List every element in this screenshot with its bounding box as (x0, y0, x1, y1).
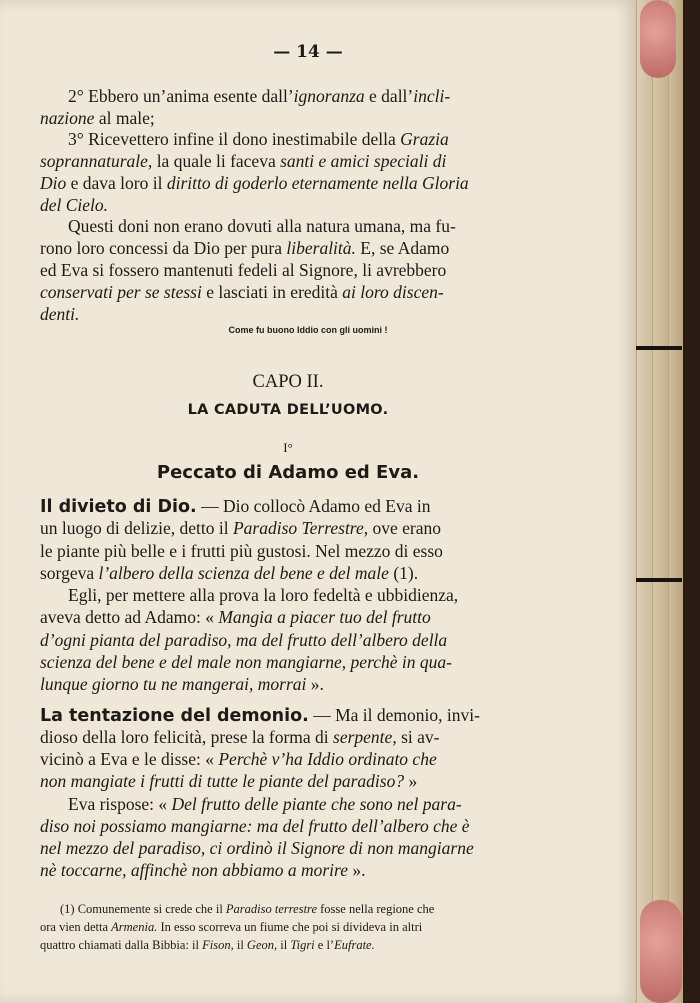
text-line: sorgeva l’albero della scienza del bene e del male (1). (40, 563, 419, 583)
text-line: d’ogni pianta del paradiso, ma del frutto dell’albero della (40, 630, 448, 650)
motto: Come fu buono Iddio con gli uomini ! (228, 325, 388, 335)
text-line: le piante più belle e i frutti più gustosi. Nel mezzo di esso (40, 541, 443, 561)
text-line: nel mezzo del paradiso, ci ordinò il Signore di non mangiarne (40, 838, 474, 858)
text-line: del Cielo. (40, 195, 109, 215)
text-line: scienza del bene e del male non mangiarne, perchè in qua- (40, 652, 452, 672)
page-edges (636, 0, 653, 1003)
section-number: I° (283, 440, 293, 455)
chapter-title: LA CADUTA DELL’UOMO. (187, 402, 389, 418)
text-line: conservati per se stessi e lasciati in eredità ai loro discen- (40, 282, 444, 302)
subheading: La tentazione del demonio. (40, 706, 309, 726)
section-title: Peccato di Adamo ed Eva. (156, 462, 420, 483)
text-line: Egli, per mettere alla prova la loro fedeltà e ubbidienza, (68, 585, 459, 605)
footnote-line: (1) Comunemente si crede che il Paradiso terrestre fosse nella regione che (60, 902, 435, 916)
text-line: dioso della loro felicità, prese la forma di serpente, si av- (40, 727, 440, 747)
footnote-line: quattro chiamati dalla Bibbia: il Fison, il Geon, il Tigri e l’Eufrate. (40, 938, 375, 952)
text-line: aveva detto ad Adamo: « Mangia a piacer tuo del frutto (40, 607, 431, 627)
text-line: non mangiate i frutti di tutte le piante del paradiso? » (40, 771, 418, 791)
text-line: nazione al male; (40, 108, 155, 128)
finger (640, 900, 682, 1003)
text-line: Il divieto di Dio. — Dio collocò Adamo ed Eva in (40, 496, 431, 517)
text-line: 3° Ricevettero infine il dono inestimabile della Grazia (68, 129, 449, 149)
text-line: Dio e dava loro il diritto di goderlo eternamente nella Gloria (40, 173, 469, 193)
text-line: un luogo di delizie, detto il Paradiso Terrestre, ove erano (40, 518, 441, 538)
text-line: diso noi possiamo mangiarne: ma del frutto dell’albero che è (40, 816, 470, 836)
finger (640, 0, 676, 78)
page-tear (636, 346, 682, 350)
text-line: ed Eva si fossero mantenuti fedeli al Signore, li avrebbero (40, 260, 447, 280)
page-edges (668, 0, 683, 1003)
page-number: — 14 — (273, 42, 343, 62)
page-tear (636, 578, 682, 582)
text-line: Questi doni non erano dovuti alla natura umana, ma fu- (68, 216, 456, 236)
text-line: soprannaturale, la quale li faceva santi e amici speciali di (40, 151, 447, 171)
chapter-heading: CAPO II. (252, 372, 324, 392)
text-line: vicinò a Eva e le disse: « Perchè v’ha Iddio ordinato che (40, 749, 437, 769)
text-line: La tentazione del demonio. — Ma il demonio, invi- (40, 705, 480, 726)
text-line: nè toccarne, affinchè non abbiamo a morire ». (40, 860, 366, 880)
page-edges (652, 0, 669, 1003)
text-line: Eva rispose: « Del frutto delle piante che sono nel para- (68, 794, 462, 814)
subheading: Il divieto di Dio. (40, 497, 197, 517)
text-line: denti. (40, 304, 80, 324)
footnote-line: ora vien detta Armenia. In esso scorreva un fiume che poi si divideva in altri (40, 920, 423, 934)
text-line: lunque giorno tu ne mangerai, morrai ». (40, 674, 324, 694)
text-line: 2° Ebbero un’anima esente dall’ignoranza e dall’incli- (68, 86, 451, 106)
text-line: rono loro concessi da Dio per pura liberalità. E, se Adamo (40, 238, 450, 258)
